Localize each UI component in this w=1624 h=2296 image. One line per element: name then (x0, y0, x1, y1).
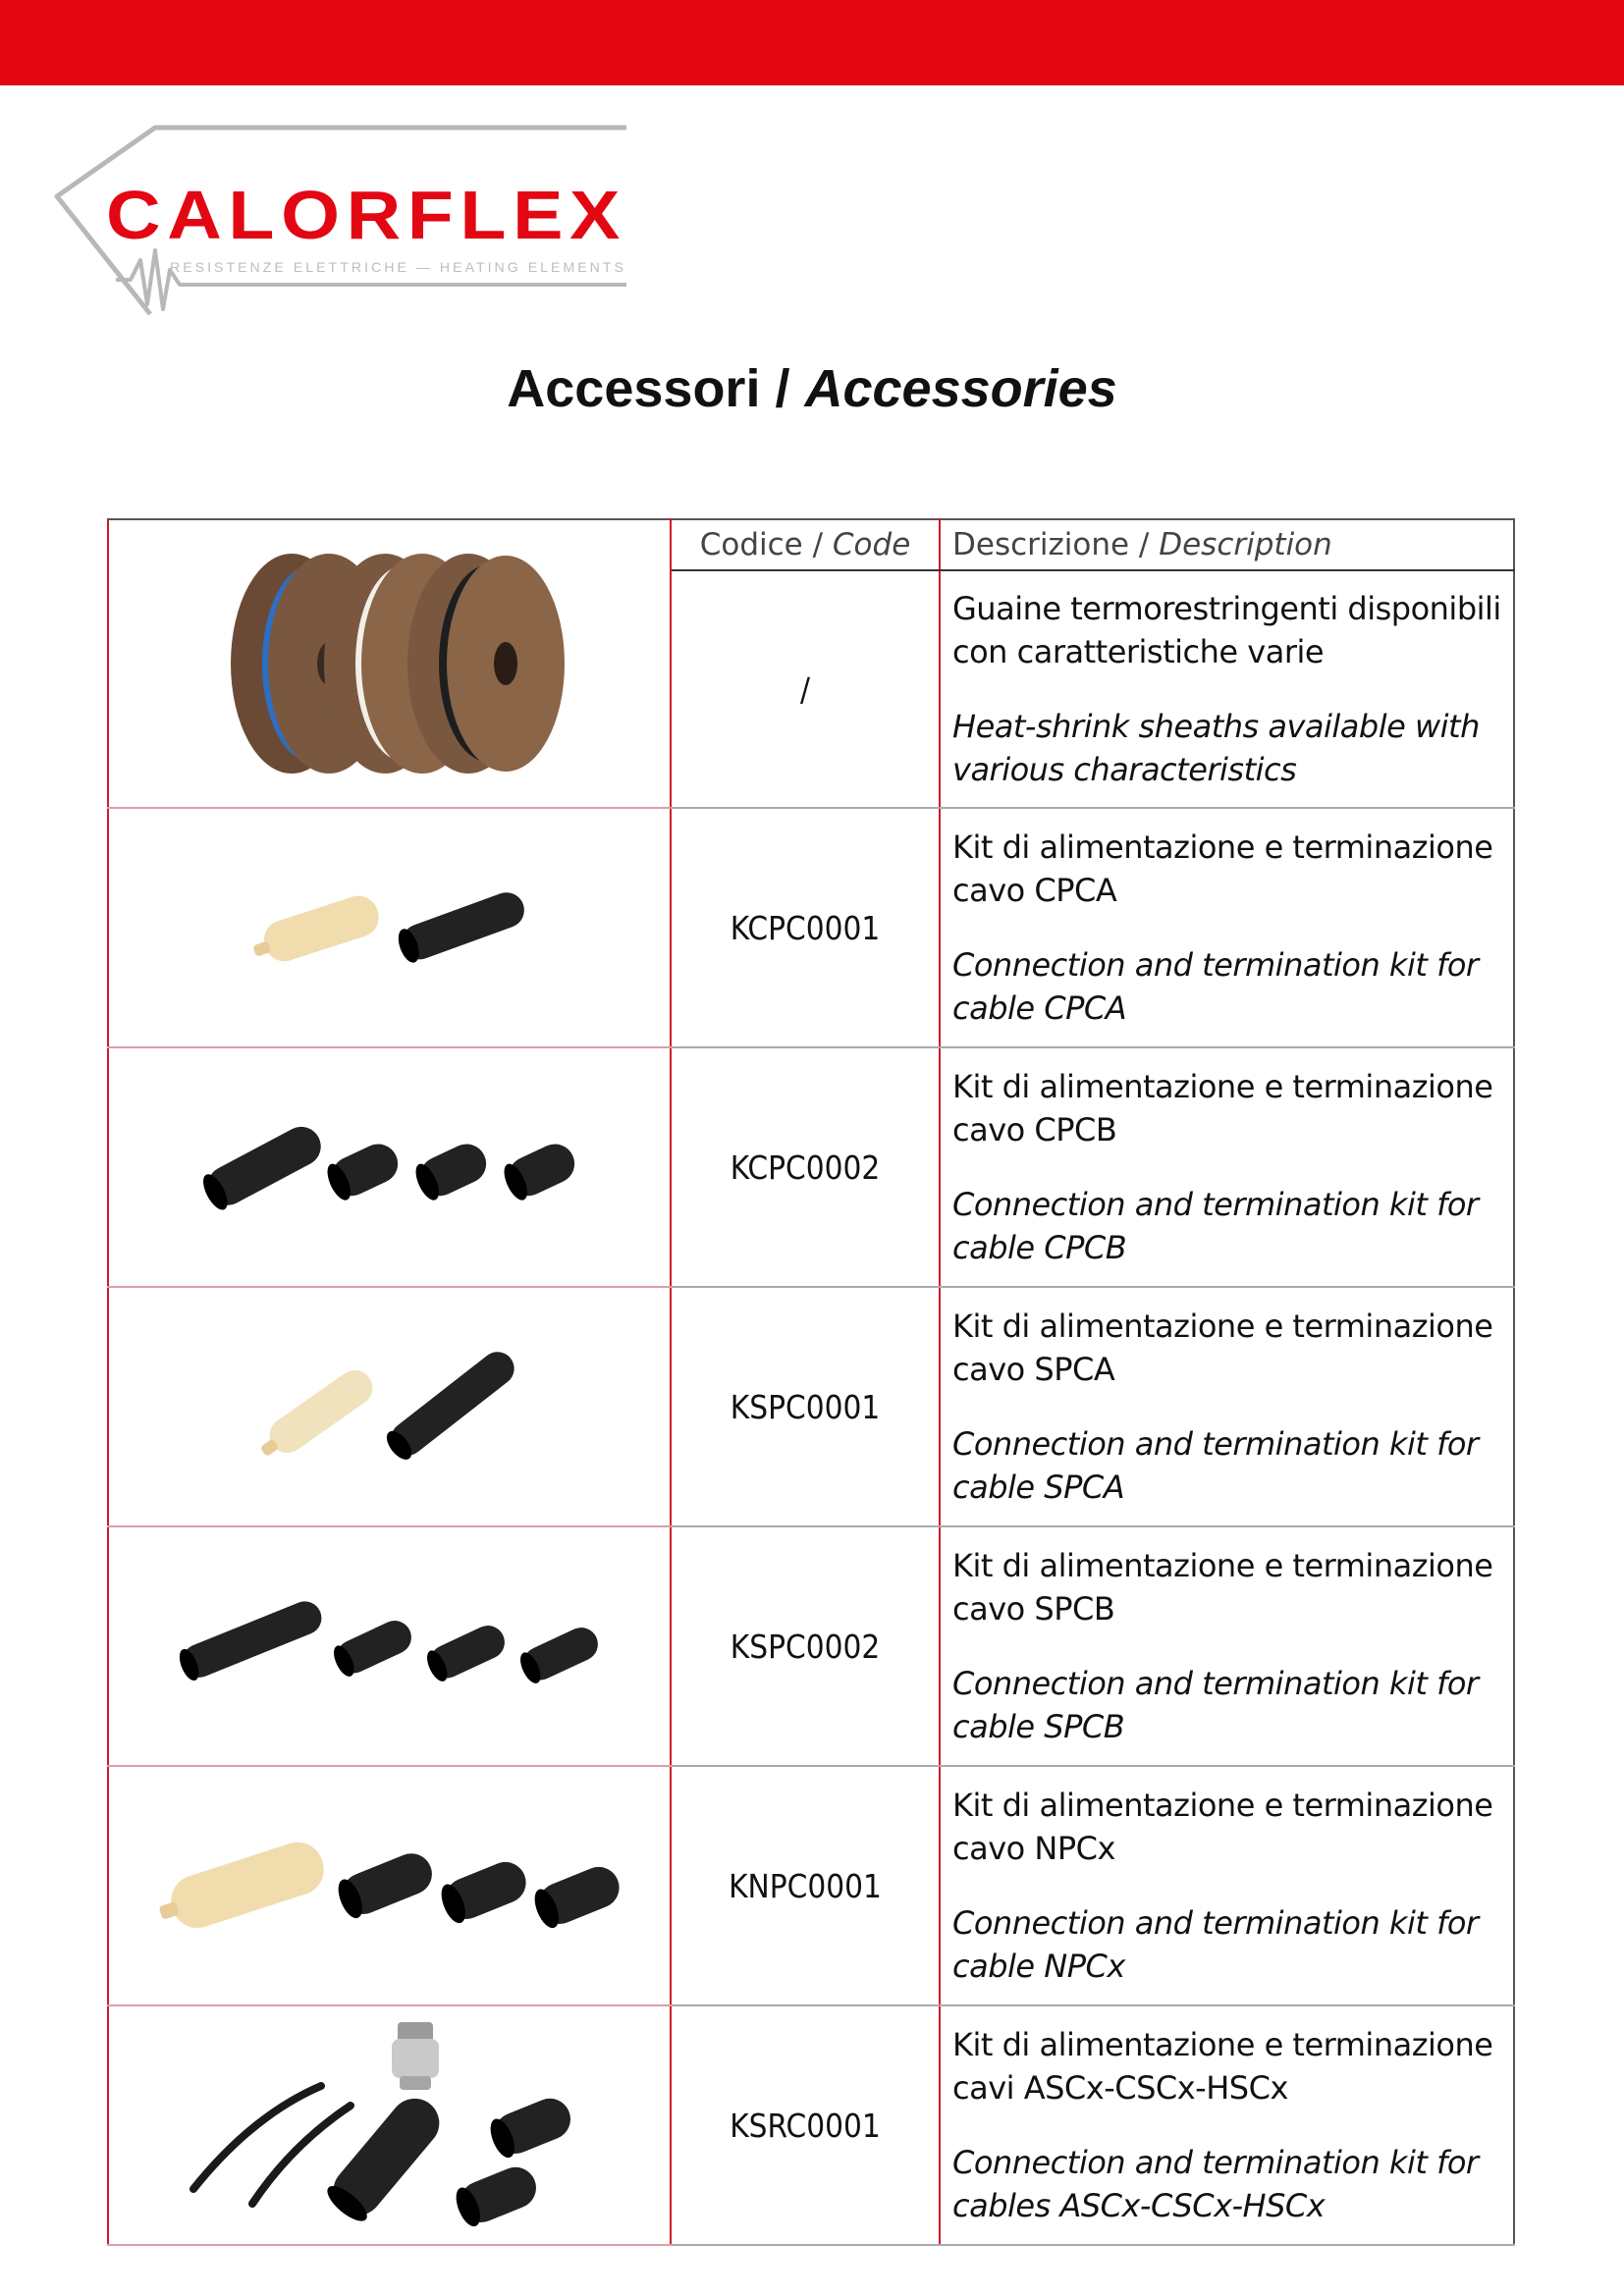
page-title-separator: / (760, 359, 805, 418)
description-en: Connection and termination kit for cable SPCA (952, 1425, 1479, 1506)
kit-four-sleeves-image (174, 1587, 606, 1705)
kit-cap-and-sleeve-image (243, 869, 537, 987)
page-title (0, 358, 1624, 419)
product-description (940, 570, 1514, 808)
product-description (940, 1047, 1514, 1287)
product-description (940, 1766, 1514, 2005)
product-code: KCPC0002 (671, 1047, 940, 1287)
product-image-cell (108, 2005, 671, 2245)
kit-cap-and-sleeve-image (243, 1333, 537, 1480)
desc-header-en: Description (1159, 527, 1332, 562)
description-it: Kit di alimentazione e terminazione cavi ASCx-CSCx-HSCx (952, 2026, 1493, 2107)
description-en: Connection and termination kit for cable CPCA (952, 946, 1479, 1027)
desc-header-it: Descrizione (952, 527, 1130, 562)
product-image-cell (108, 1047, 671, 1287)
code-header-separator: / (802, 527, 833, 562)
kit-gland-and-sleeves-image (174, 2017, 606, 2233)
product-code: KSPC0001 (671, 1287, 940, 1526)
product-code: KNPC0001 (671, 1766, 940, 2005)
description-en: Connection and termination kit for cables ASCx-CSCx-HSCx (952, 2144, 1479, 2224)
description-en: Connection and termination kit for cable SPCB (952, 1665, 1479, 1745)
product-image-cell (108, 808, 671, 1047)
description-column-header (940, 519, 1514, 570)
description-it: Kit di alimentazione e terminazione cavo CPCB (952, 1068, 1493, 1148)
kit-cap-and-three-sleeves-image (154, 1817, 625, 1954)
description-it: Kit di alimentazione e terminazione cavo SPCB (952, 1547, 1493, 1628)
product-code: KSRC0001 (671, 2005, 940, 2245)
table-row (108, 2005, 1514, 2245)
description-en: Heat-shrink sheaths available with various characteristics (952, 708, 1480, 788)
product-code: KSPC0002 (671, 1526, 940, 1766)
table-row (108, 1047, 1514, 1287)
code-header-en: Code (832, 527, 911, 562)
description-it: Guaine termorestringenti disponibili con caratteristiche varie (952, 590, 1501, 670)
description-it: Kit di alimentazione e terminazione cavo CPCA (952, 828, 1493, 909)
top-red-bar (0, 0, 1624, 85)
kit-four-sleeves-image (193, 1108, 586, 1226)
logo-tagline: RESISTENZE ELETTRICHE — HEATING ELEMENTS (170, 259, 626, 275)
table-row (108, 1526, 1514, 1766)
product-image-cell (108, 1766, 671, 2005)
page-title-it: Accessori (507, 359, 761, 418)
code-column-header (671, 519, 940, 570)
page-title-en: Accessories (804, 359, 1117, 418)
table-row (108, 1766, 1514, 2005)
description-en: Connection and termination kit for cable NPCx (952, 1904, 1479, 1985)
product-description (940, 1526, 1514, 1766)
product-description (940, 808, 1514, 1047)
accessories-table (107, 518, 1515, 2246)
calorflex-logo (47, 123, 636, 319)
heat-shrink-spools-image (213, 546, 567, 781)
product-image-cell (108, 1526, 671, 1766)
product-image-cell (108, 519, 671, 808)
description-it: Kit di alimentazione e terminazione cavo NPCx (952, 1787, 1493, 1867)
product-code: KCPC0001 (671, 808, 940, 1047)
code-header-it: Codice (699, 527, 803, 562)
table-row (108, 808, 1514, 1047)
product-description (940, 1287, 1514, 1526)
description-it: Kit di alimentazione e terminazione cavo SPCA (952, 1308, 1493, 1388)
table-header-row (108, 519, 1514, 570)
description-en: Connection and termination kit for cable CPCB (952, 1186, 1479, 1266)
product-description (940, 2005, 1514, 2245)
logo-wordmark: CALORFLEX (106, 177, 626, 253)
product-image-cell (108, 1287, 671, 1526)
product-code: / (671, 570, 940, 808)
desc-header-separator: / (1129, 527, 1160, 562)
table-row (108, 1287, 1514, 1526)
